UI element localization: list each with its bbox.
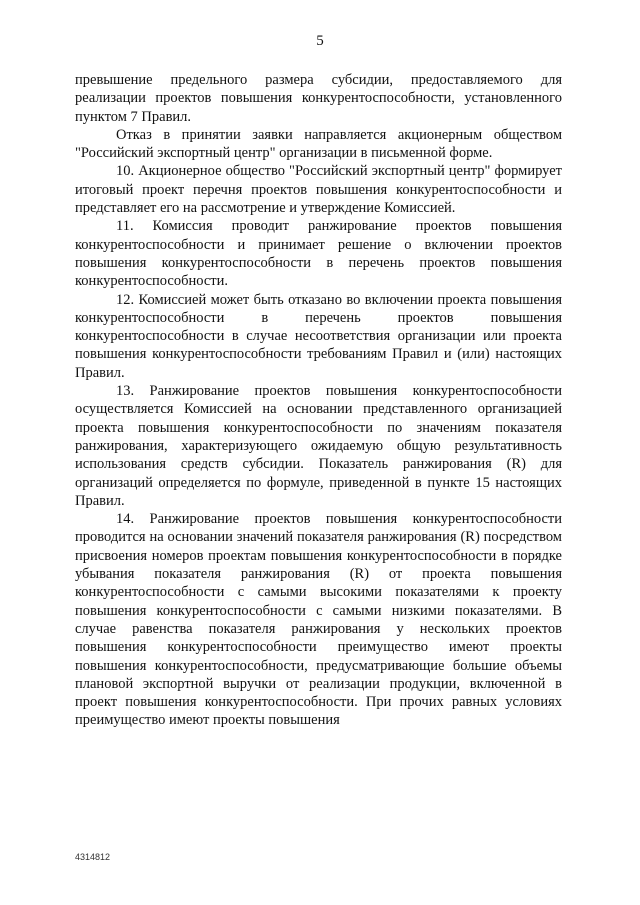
document-body (75, 71, 562, 730)
document-code: 4314812 (75, 852, 111, 862)
paragraph-item-10: 10. Акционерное общество "Российский экспортный центр" формирует итоговый проект перечня проектов повышения конкурентоспособности и представляет его на рассмотрение и утверждение Комиссией. (75, 163, 562, 217)
paragraph-item-14: 14. Ранжирование проектов повышения конкурентоспособности проводится на основании значений показателя ранжирования (R) посредством присвоения номеров проектам повышения конкурентоспособности в порядке убывания показателя ранжирования (R) от проекта повышения конкурентоспособности с самыми высокими показателями к проекту повышения конкурентоспособности с самыми низкими показателями. В случае равенства показателя ранжирования у нескольких проектов повышения конкурентоспособности преимущество имеют проекты повышения конкурентоспособности, предусматривающие большие объемы плановой экспортной выручки от реализации продукции, включенной в проект повышения конкурентоспособности. При прочих равных условиях преимущество имеют проекты повышения (75, 511, 562, 729)
paragraph-item-12: 12. Комиссией может быть отказано во включении проекта повышения конкурентоспособности в перечень проектов повышения конкурентоспособности в случае несоответствия организации или проекта повышения конкурентоспособности требованиям Правил и (или) настоящих Правил. (75, 291, 562, 381)
paragraph-item-13: 13. Ранжирование проектов повышения конкурентоспособности осуществляется Комиссией на основании представленного организацией проекта повышения конкурентоспособности по значениям показателя ранжирования, характеризующего ожидаемую общую результативность использования средств субсидии. Показатель ранжирования (R) для организаций определяется по формуле, приведенной в пункте 15 настоящих Правил. (75, 383, 562, 509)
page-number: 5 (316, 33, 324, 49)
paragraph-item-11: 11. Комиссия проводит ранжирование проектов повышения конкурентоспособности и принимает решение о включении проектов повышения конкурентоспособности в перечень проектов повышения конкурентоспособности. (75, 218, 562, 290)
paragraph-refusal-notice: Отказ в принятии заявки направляется акционерным обществом "Российский экспортный центр" организации в письменной форме. (75, 126, 562, 162)
paragraph-continuation: превышение предельного размера субсидии, предоставляемого для реализации проектов повышения конкурентоспособности, установленного пунктом 7 Правил. (75, 72, 562, 125)
